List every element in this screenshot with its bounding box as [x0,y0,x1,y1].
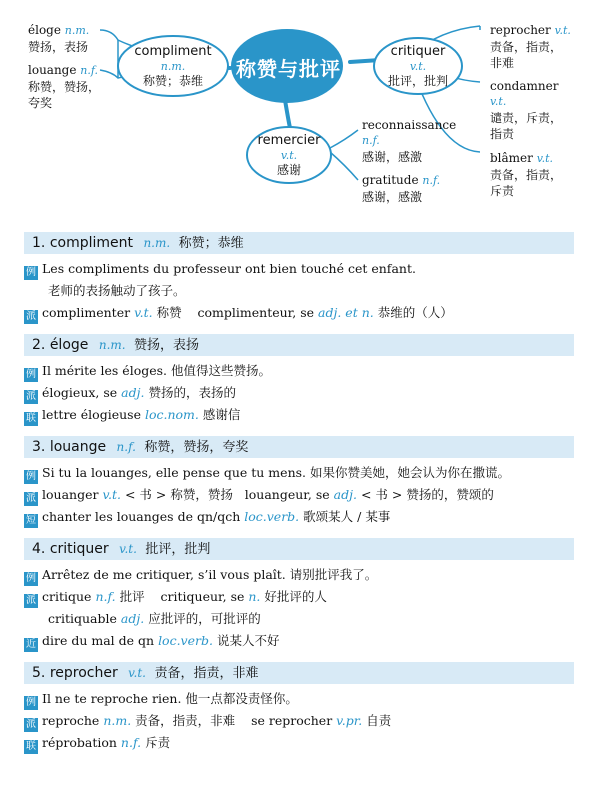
derived-pos: v.t. [102,487,121,502]
derived-badge: 派 [26,719,36,730]
derived-pos: n. [248,589,261,604]
example-line [24,688,574,710]
node-compliment [118,44,228,89]
leaf-gratitude-pos: n.f. [422,174,441,187]
leaf-condamner [490,78,562,142]
entry-meaning: 责备，指责，非难 [154,666,259,681]
example-fr: Il mérite les éloges. [42,363,168,378]
node-critiquer-zh: 批评，批判 [387,74,448,88]
leaf-eloge-word: éloge [28,23,61,37]
entry-critiquer [24,538,574,652]
entry-header [24,662,574,684]
derived-word: critique [42,589,92,604]
related-line [24,732,574,754]
entry-header [24,334,574,356]
entry-header [24,436,574,458]
derived-word: reproche [42,713,100,728]
node-critiquer-pos: v.t. [409,60,427,73]
related-pos: loc.nom. [144,407,199,422]
leaf-blamer-word: blâmer [490,151,533,165]
example-zh: 他值得这些赞扬。 [171,363,272,378]
node-compliment-zh: 称赞；恭维 [142,74,203,88]
derived-meaning: < 书 > 称赞，赞扬 [124,487,233,502]
entry-number: 1. [32,235,46,251]
leaf-reprocher [490,22,571,71]
leaf-gratitude [362,172,440,205]
leaf-louange-zh2: 夸奖 [28,96,53,110]
entry-word: louange [49,439,107,455]
leaf-blamer-zh1: 责备，指责， [490,168,563,182]
leaf-louange-word: louange [28,63,77,77]
entry-header [24,232,574,254]
example-zh: 老师的表扬触动了孩子。 [48,283,186,298]
entry-number: 3. [32,439,46,455]
entry-pos: v.t. [119,542,137,556]
derived-pos: adj. [121,385,145,400]
node-compliment-pos: n.m. [160,60,186,73]
entry-meaning: 称赞，赞扬，夸奖 [144,440,249,455]
leaf-condamner-zh2: 指责 [490,127,515,141]
example-zh: 他一点都没责怪你。 [185,691,298,706]
phrase-badge: 短 [26,515,36,526]
leaf-blamer-zh2: 斥责 [490,184,515,198]
derived-meaning: 批评 [119,589,145,604]
entry-louange [24,436,574,528]
derived-word: critiqueur, se [160,589,245,604]
entry-meaning: 批评，批判 [145,542,211,557]
derived-meaning: 恭维的（人） [377,305,453,320]
node-compliment-word: compliment [134,44,212,59]
related-meaning: 斥责 [145,735,171,750]
entry-word: éloge [49,337,89,353]
derived-badge: 派 [26,311,36,322]
leaf-eloge-zh: 赞扬，表扬 [28,40,89,54]
example-line [24,564,574,586]
leaf-reconnaissance [362,117,456,165]
leaf-louange [28,62,100,111]
derived-meaning: < 书 > 赞扬的，赞颂的 [360,487,494,502]
related-badge: 联 [26,413,36,424]
example-badge: 例 [26,573,36,584]
derived-meaning: 自责 [366,713,392,728]
entry-pos: v.t. [128,666,146,680]
entry-number: 4. [32,541,46,557]
phrase-line [24,506,574,528]
example-badge: 例 [26,697,36,708]
derived-badge: 派 [26,391,36,402]
leaf-gratitude-zh: 感谢，感激 [362,190,423,204]
example-line [24,258,574,280]
derived-word: élogieux, se [42,385,118,400]
entry-eloge [24,334,574,426]
leaf-reprocher-zh2: 非难 [490,56,515,70]
leaf-reconnaissance-zh: 感谢，感激 [362,150,423,164]
leaf-condamner-pos: v.t. [490,95,507,108]
leaf-reprocher-pos: v.t. [554,24,571,37]
derived-word: complimenter [42,305,131,320]
node-remercier-zh: 感谢 [276,163,301,177]
derived-badge: 派 [26,595,36,606]
derived-word: critiquable [48,611,117,626]
entry-word: critiquer [49,541,109,557]
phrase-pos: loc.verb. [244,509,300,524]
derived-pos: n.m. [103,713,132,728]
synonym-badge: 近 [26,639,36,650]
derived-pos: v.t. [134,305,153,320]
synonym-text: dire du mal de qn [42,633,155,648]
derived-line [24,484,574,506]
example-zh: 请别批评我了。 [289,567,378,582]
derived-line [24,302,574,324]
entry-word: reprocher [49,665,118,681]
leaf-louange-zh1: 称赞，赞扬， [28,80,101,94]
example-fr: Arrêtez de me critiquer, s’il vous plaît. [42,567,286,582]
related-line [24,404,574,426]
example-fr: Il ne te reproche rien. [42,691,182,706]
entry-meaning: 称赞；恭维 [178,236,244,251]
phrase-meaning: 歌颂某人 / 某事 [303,509,391,524]
example-badge: 例 [26,369,36,380]
example-fr: Les compliments du professeur ont bien touché cet enfant. [42,261,416,276]
node-remercier-word: remercier [257,133,321,148]
entry-pos: n.f. [116,440,136,454]
leaf-blamer-pos: v.t. [536,152,554,165]
leaf-eloge-pos: n.m. [64,24,90,37]
leaf-reprocher-zh1: 责备，指责， [490,40,563,54]
derived-word: louangeur, se [244,487,330,502]
node-critiquer-word: critiquer [390,44,446,59]
derived-line [24,382,574,404]
node-critiquer [374,44,462,89]
related-pos: n.f. [120,735,142,750]
derived-pos: adj. [333,487,357,502]
related-badge: 联 [26,741,36,752]
example-line [24,462,574,484]
leaf-eloge [28,22,89,55]
derived-line-continued [24,608,574,630]
derived-word: complimenteur, se [197,305,315,320]
example-badge: 例 [26,471,36,482]
leaf-louange-pos: n.f. [80,64,99,77]
entry-pos: n.m. [143,236,171,250]
example-badge: 例 [26,267,36,278]
node-remercier [247,133,331,178]
phrase-text: chanter les louanges de qn/qch [42,509,241,524]
derived-word: louanger [42,487,99,502]
entry-word: compliment [49,235,133,251]
synonym-pos: loc.verb. [158,633,213,648]
example-line [24,360,574,382]
entry-header [24,538,574,560]
derived-pos: adj. et n. [318,305,374,320]
derived-meaning: 称赞 [156,305,182,320]
leaf-reconnaissance-pos: n.f. [362,134,380,147]
entry-pos: n.m. [98,338,126,352]
related-word: réprobation [42,735,117,750]
synonym-line [24,630,574,652]
derived-pos: n.f. [95,589,116,604]
related-meaning: 感谢信 [202,407,241,422]
leaf-reprocher-word: reprocher [490,23,551,37]
entry-number: 2. [32,337,46,353]
entry-meaning: 赞扬，表扬 [134,338,200,353]
leaf-blamer [490,150,562,199]
derived-pos: v.pr. [336,713,363,728]
node-remercier-pos: v.t. [280,149,298,162]
vocabulary-entries [24,232,574,764]
entry-reprocher [24,662,574,754]
derived-meaning: 赞扬的，表扬的 [148,385,236,400]
derived-badge: 派 [26,493,36,504]
synonym-meaning: 说某人不好 [216,633,280,648]
entry-compliment [24,232,574,324]
derived-meaning: 应批评的，可批评的 [148,611,261,626]
related-word: lettre élogieuse [42,407,141,422]
leaf-condamner-word: condamner [490,79,559,93]
mind-map-center-title: 称赞与批评 [236,57,341,81]
example-fr: Si tu la louanges, elle pense que tu mens. [42,465,307,480]
leaf-gratitude-word: gratitude [362,173,419,187]
derived-word: se reprocher [251,713,333,728]
mind-map [0,0,606,225]
derived-meaning: 好批评的人 [264,589,327,604]
derived-meaning: 责备，指责，非难 [135,713,236,728]
leaf-reconnaissance-word: reconnaissance [362,118,457,132]
derived-line [24,710,574,732]
leaf-condamner-zh1: 谴责，斥责， [490,111,563,125]
derived-line [24,586,574,608]
entry-number: 5. [32,665,46,681]
derived-pos: adj. [120,611,145,626]
example-zh: 如果你赞美她，她会认为你在撒谎。 [310,465,511,480]
